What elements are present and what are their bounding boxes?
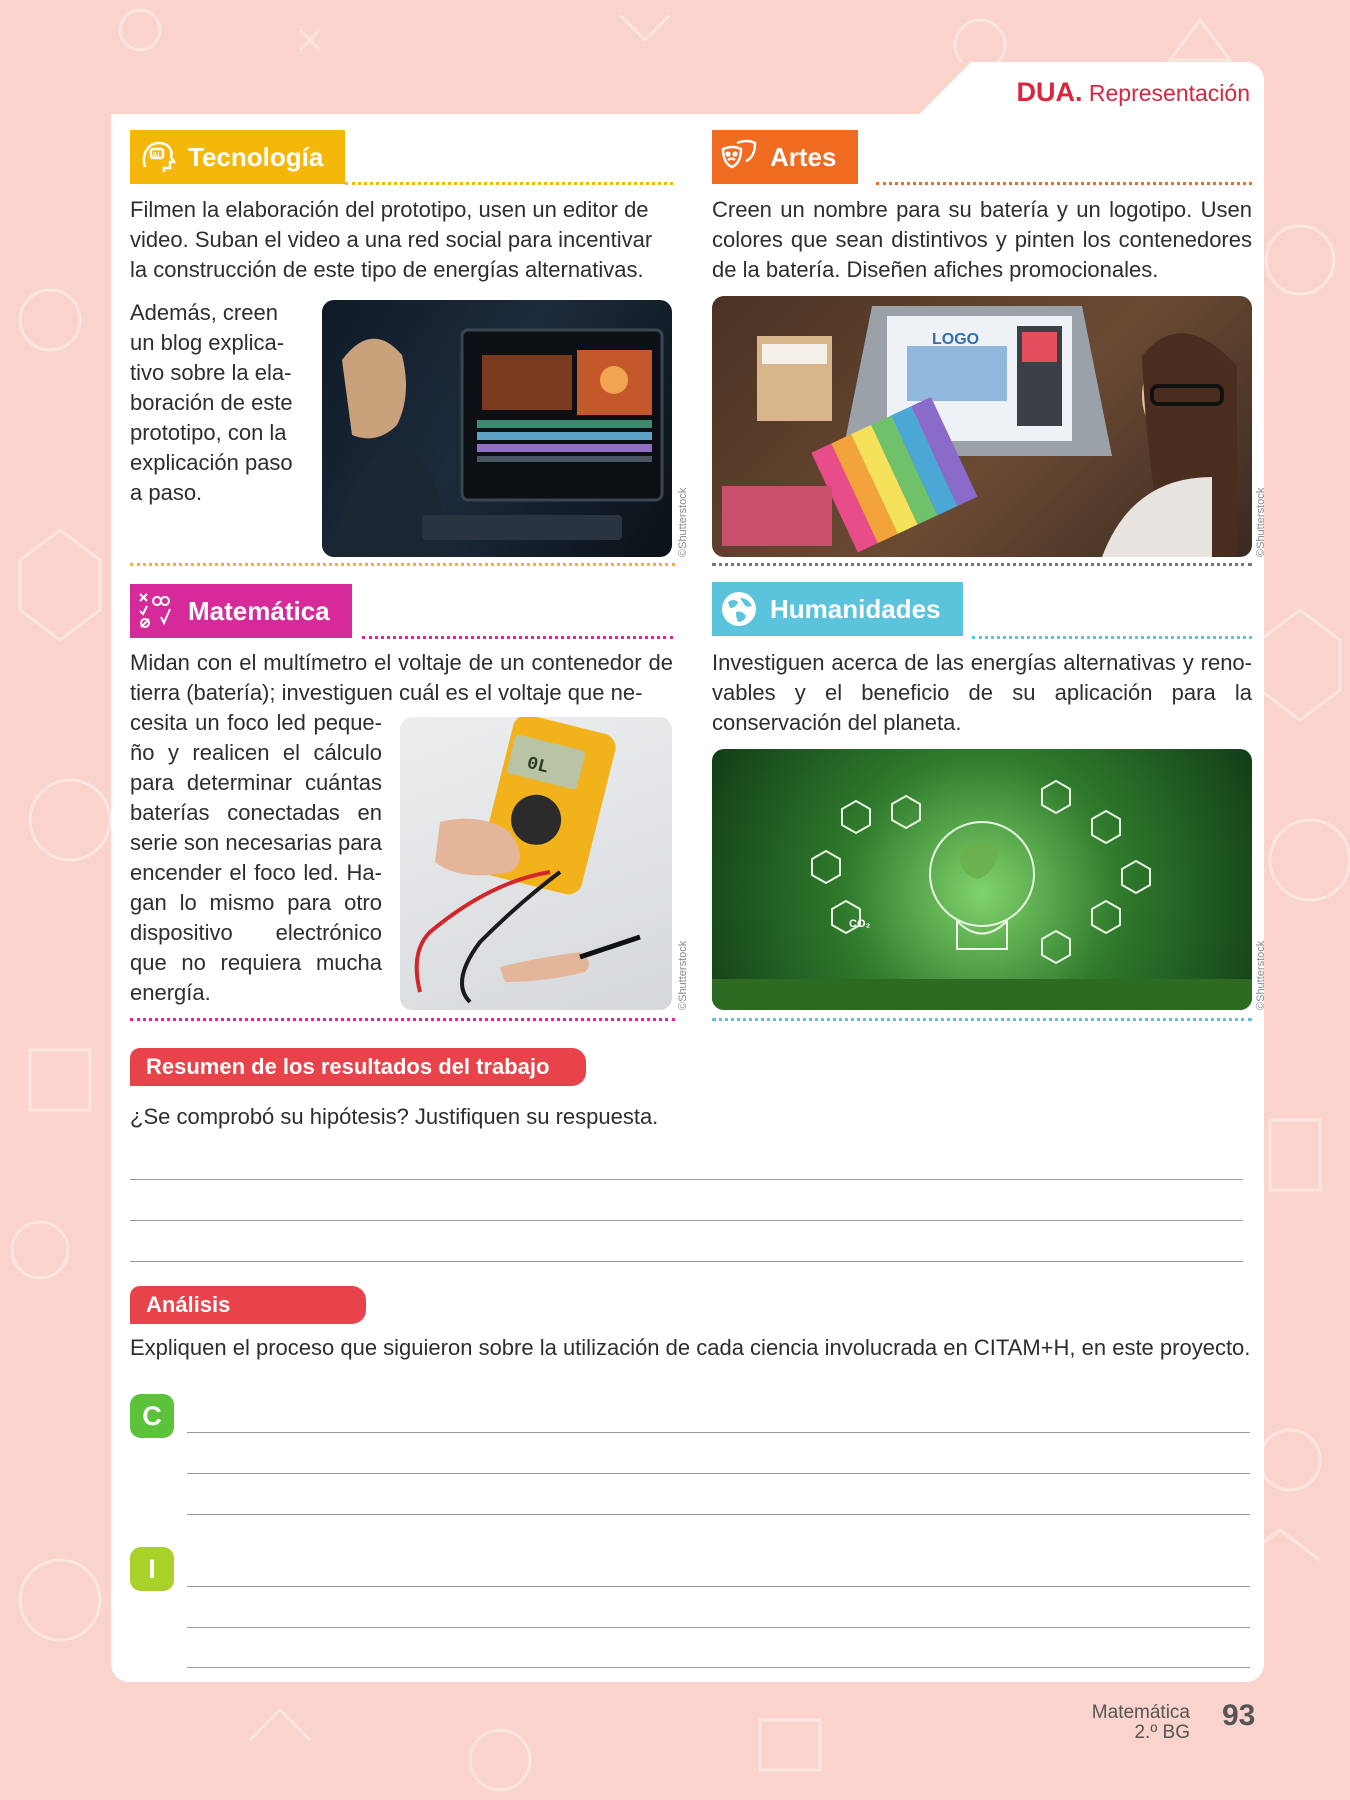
analisis-prompt: Expliquen el proceso que siguieron sobre la utilización de cada ciencia involucrada en CITAM+H, en este proyecto. xyxy=(130,1335,1251,1360)
section-title-tecnologia xyxy=(130,130,345,184)
letter-badge-c: C xyxy=(130,1394,174,1438)
artes-title: Artes xyxy=(770,141,837,172)
artes-photo-credit: ©Shutterstock xyxy=(1255,487,1267,557)
matematica-text-continued: cesita un foco led peque-ño y realicen el cálculo para determinar cuántas baterías conectadas en serie son necesarias para encender el foco led. Ha-gan lo mismo para otro dispositivo electrónico que no requiera mucha energía. xyxy=(130,710,382,1005)
analisis-c-line-2[interactable] xyxy=(187,1473,1250,1474)
tecnologia-dotted-rule xyxy=(345,182,673,185)
resumen-answer-line-1[interactable] xyxy=(130,1179,1243,1180)
artes-text: Creen un nombre para su batería y un logotipo. Usen colores que sean distintivos y pinten los contenedores de la batería. Diseñen afiches promocionales. xyxy=(712,197,1252,282)
analisis-i-line-2[interactable] xyxy=(187,1627,1250,1628)
tecnologia-blog-text: Además, creen un blog explica-tivo sobre la ela-boración de este prototipo, con la explicación paso a paso. xyxy=(130,300,293,505)
dua-header xyxy=(1017,77,1251,108)
dua-label: Representación xyxy=(1088,80,1250,106)
section-title-artes xyxy=(712,130,858,184)
card-notch xyxy=(111,62,971,114)
humanidades-photo-credit: ©Shutterstock xyxy=(1255,940,1267,1010)
page-number: 93 xyxy=(1222,1699,1256,1732)
footer-subject: Matemática xyxy=(1091,1702,1190,1723)
analisis-i-line-1[interactable] xyxy=(187,1586,1250,1587)
matematica-bottom-rule xyxy=(130,1018,675,1021)
footer-grade: 2.º BG xyxy=(1134,1722,1190,1743)
letter-badge-i: I xyxy=(130,1547,174,1591)
matematica-title: Matemática xyxy=(188,595,330,626)
svg-text:AI: AI xyxy=(152,152,160,159)
humanidades-dotted-rule xyxy=(972,636,1252,639)
tecnologia-title: Tecnología xyxy=(188,141,324,172)
matematica-text: Midan con el multímetro el voltaje de un contenedor de tierra (batería); investiguen cuál es el voltaje que ne- xyxy=(130,650,673,705)
co2-icon-text: CO₂ xyxy=(849,918,871,930)
design-swatches-photo xyxy=(712,296,1252,557)
section-title-humanidades xyxy=(712,582,963,636)
analisis-c-line-3[interactable] xyxy=(187,1514,1250,1515)
resumen-answer-line-2[interactable] xyxy=(130,1220,1243,1221)
video-editing-photo xyxy=(322,300,672,557)
tecnologia-bottom-rule xyxy=(130,563,675,566)
robot-head-icon xyxy=(130,130,184,184)
humanidades-title: Humanidades xyxy=(770,593,941,624)
artes-dotted-rule xyxy=(876,182,1252,185)
logo-screen-text: LOGO xyxy=(932,331,980,348)
section-title-matematica xyxy=(130,584,352,638)
resumen-banner: Resumen de los resultados del trabajo xyxy=(130,1048,586,1086)
humanidades-text: Investiguen acerca de las energías alternativas y reno-vables y el beneficio de su aplicación para la conservación del planeta. xyxy=(712,650,1252,735)
footer-book-label xyxy=(1092,1703,1190,1743)
matematica-dotted-rule xyxy=(362,636,673,639)
math-symbols-icon xyxy=(130,584,184,638)
multimeter-photo xyxy=(400,717,672,1010)
resumen-question: ¿Se comprobó su hipótesis? Justifiquen su respuesta. xyxy=(130,1104,659,1129)
matematica-photo-credit: ©Shutterstock xyxy=(677,940,689,1010)
green-energy-bulb-photo xyxy=(712,749,1252,1010)
globe-icon xyxy=(712,582,766,636)
humanidades-bottom-rule xyxy=(712,1018,1252,1021)
analisis-banner: Análisis xyxy=(130,1286,366,1324)
resumen-answer-line-3[interactable] xyxy=(130,1261,1243,1262)
artes-bottom-rule xyxy=(712,563,1252,566)
analisis-c-line-1[interactable] xyxy=(187,1432,1250,1433)
dua-strong: DUA. xyxy=(1016,77,1083,107)
tecnologia-text: Filmen la elaboración del prototipo, usen un editor de video. Suban el video a una red social para incentivar la construcción de este tipo de energías alternativas. xyxy=(130,197,653,282)
analisis-i-line-3[interactable] xyxy=(187,1667,1250,1668)
tecnologia-photo-credit: ©Shutterstock xyxy=(677,487,689,557)
meter-reading-text: 0L xyxy=(524,753,551,779)
theater-masks-icon xyxy=(712,130,766,184)
